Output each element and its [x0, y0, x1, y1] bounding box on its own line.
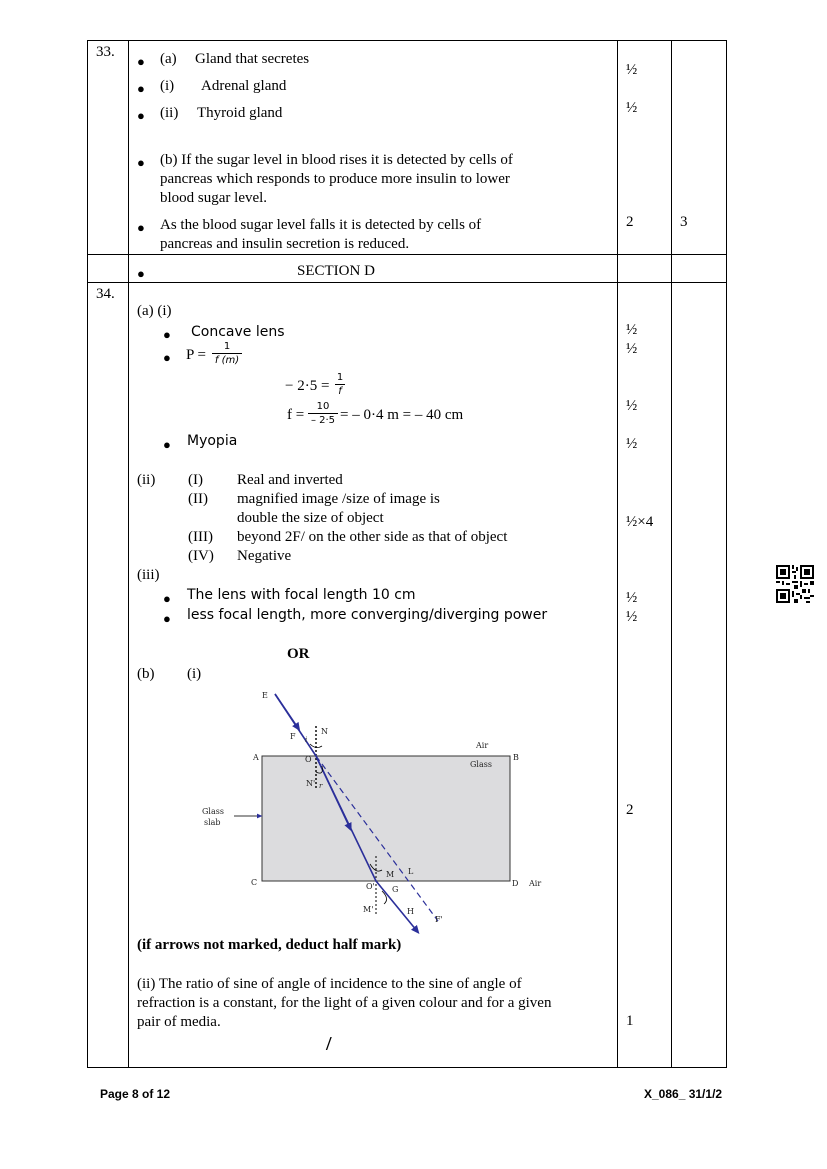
- bullet: ●: [137, 81, 145, 96]
- incident-ray-arrow: [275, 694, 298, 728]
- table-top-border: [87, 40, 727, 41]
- q34-power-fraction: [212, 341, 242, 366]
- bullet: ●: [163, 591, 171, 606]
- q34-item-label: (III): [188, 529, 213, 545]
- q34-iii-1: The lens with focal length 10 cm: [187, 587, 416, 603]
- col-divider-2: [617, 40, 618, 1068]
- q34-b-label: (b): [137, 666, 155, 682]
- glass-slab-refraction-diagram: [190, 684, 560, 934]
- bullet: ●: [163, 350, 171, 365]
- label-M-prime: M': [363, 905, 374, 914]
- q34-concave-lens: Concave lens: [191, 324, 285, 340]
- glass-slab: [262, 756, 510, 881]
- q33-mark-3: 2: [626, 214, 634, 230]
- q34-mark: 1: [626, 1013, 634, 1029]
- label-H: H: [407, 907, 414, 916]
- q33-a-text: Gland that secretes: [195, 51, 310, 67]
- q34-eq3-rhs: = – 0·4 m = – 40 cm: [340, 407, 464, 423]
- page-number: Page 8 of 12: [100, 1087, 171, 1101]
- bullet: ●: [137, 54, 145, 69]
- q33-b-line3: blood sugar level.: [160, 190, 268, 206]
- paper-code: X_086_ 31/1/2: [644, 1087, 723, 1101]
- q34-eq3-lhs: f =: [287, 407, 305, 423]
- label-F: F: [290, 732, 296, 741]
- q34-b-i-label: (i): [187, 666, 202, 682]
- question-number-33: 33.: [96, 44, 115, 60]
- q34-mark: ½: [626, 341, 638, 357]
- q34-mark: ½: [626, 436, 638, 452]
- fraction-denominator: f (m): [214, 355, 240, 366]
- q33-i-label: (i): [160, 78, 175, 94]
- q34-myopia: Myopia: [187, 433, 238, 449]
- q34-iii-label: (iii): [137, 567, 160, 583]
- q34-item-text: double the size of object: [237, 510, 384, 526]
- q34-item-text: beyond 2F/ on the other side as that of object: [237, 529, 508, 545]
- q34-item-label: (IV): [188, 548, 214, 564]
- q33-mark-2: ½: [626, 100, 638, 116]
- label-D: D: [512, 879, 519, 888]
- q34-mark: ½: [626, 609, 638, 625]
- q34-mark: ½: [626, 398, 638, 414]
- q34-item-label: (I): [188, 472, 203, 488]
- label-air-top: Air: [476, 741, 489, 750]
- q34-mark: ½×4: [626, 514, 654, 530]
- bullet: ●: [163, 611, 171, 626]
- q34-item-label: (II): [188, 491, 208, 507]
- label-angle-r: r: [319, 782, 323, 790]
- q33-total-marks: 3: [680, 214, 688, 230]
- label-O-prime: O': [366, 882, 375, 891]
- or-divider: OR: [287, 646, 310, 662]
- qr-code: [776, 565, 814, 603]
- label-E: E: [262, 691, 268, 700]
- label-L: L: [408, 867, 414, 876]
- table-right-border: [726, 40, 727, 1068]
- q33-c-line2: pancreas and insulin secretion is reduced.: [160, 236, 410, 252]
- section-title: SECTION D: [297, 263, 375, 279]
- q34-iii-2: less focal length, more converging/diverging power: [187, 607, 548, 623]
- q34-item-text: magnified image /size of image is: [237, 491, 440, 507]
- q33-b-line2: pancreas which responds to produce more insulin to lower: [160, 171, 510, 187]
- q33-ii-label: (ii): [160, 105, 179, 121]
- q34-b-ii-line2: refraction is a constant, for the light of a given colour and for a given: [137, 995, 552, 1011]
- bullet: ●: [163, 437, 171, 452]
- row-divider-section: [87, 282, 727, 283]
- bullet: ●: [137, 266, 145, 281]
- table-bottom-border: [87, 1067, 727, 1068]
- q34-eq2-lhs: − 2·5 =: [285, 378, 330, 394]
- row-divider-33: [87, 254, 727, 255]
- q34-item-text: Negative: [237, 548, 292, 564]
- fraction-denominator: – 2·5: [310, 415, 336, 426]
- label-glass-slab-1: Glass: [202, 807, 224, 816]
- q33-a-label: (a): [160, 51, 177, 67]
- label-G: G: [392, 885, 399, 894]
- label-N: N: [321, 727, 328, 736]
- q34-mark: ½: [626, 322, 638, 338]
- label-O: O: [305, 755, 312, 764]
- q34-mark: 2: [626, 802, 634, 818]
- label-air-bottom: Air: [529, 879, 542, 888]
- q34-mark: ½: [626, 590, 638, 606]
- label-A: A: [253, 753, 259, 762]
- q34-power-lhs: P =: [186, 347, 206, 363]
- bullet: ●: [137, 220, 145, 235]
- fraction-numerator: 1: [336, 372, 344, 383]
- q34-b-ii-line1: (ii) The ratio of sine of angle of incidence to the sine of angle of: [137, 976, 522, 992]
- slash-mark: /: [326, 1033, 332, 1055]
- q34-b-ii-line3: pair of media.: [137, 1014, 221, 1030]
- label-N-prime: N': [306, 779, 316, 788]
- label-C: C: [251, 878, 258, 887]
- question-number-34: 34.: [96, 286, 115, 302]
- bullet: ●: [163, 327, 171, 342]
- q33-ii-text: Thyroid gland: [197, 105, 283, 121]
- label-F-prime: F': [435, 915, 443, 924]
- q34-eq3-fraction: [308, 401, 338, 426]
- q34-ii-label: (ii): [137, 472, 156, 488]
- bullet: ●: [137, 155, 145, 170]
- q34-eq2-fraction: [335, 372, 345, 397]
- fraction-numerator: 10: [316, 401, 330, 412]
- arrows-note: (if arrows not marked, deduct half mark): [137, 937, 402, 953]
- fraction-denominator: f: [338, 386, 342, 397]
- q33-mark-1: ½: [626, 62, 638, 78]
- q33-b-line1: (b) If the sugar level in blood rises it is detected by cells of: [160, 152, 513, 168]
- col-divider-3: [671, 40, 672, 1068]
- q33-c-line1: As the blood sugar level falls it is detected by cells of: [160, 217, 482, 233]
- q33-i-text: Adrenal gland: [201, 78, 287, 94]
- bullet: ●: [137, 108, 145, 123]
- label-angle-i: i: [305, 736, 308, 744]
- fraction-numerator: 1: [223, 341, 231, 352]
- col-divider-1: [128, 40, 129, 1068]
- label-glass-slab-2: slab: [204, 818, 221, 827]
- label-B: B: [513, 753, 519, 762]
- label-glass: Glass: [470, 760, 492, 769]
- label-M: M: [386, 870, 395, 879]
- table-left-border: [87, 40, 88, 1068]
- q34-a-heading: (a) (i): [137, 303, 172, 319]
- q34-item-text: Real and inverted: [237, 472, 343, 488]
